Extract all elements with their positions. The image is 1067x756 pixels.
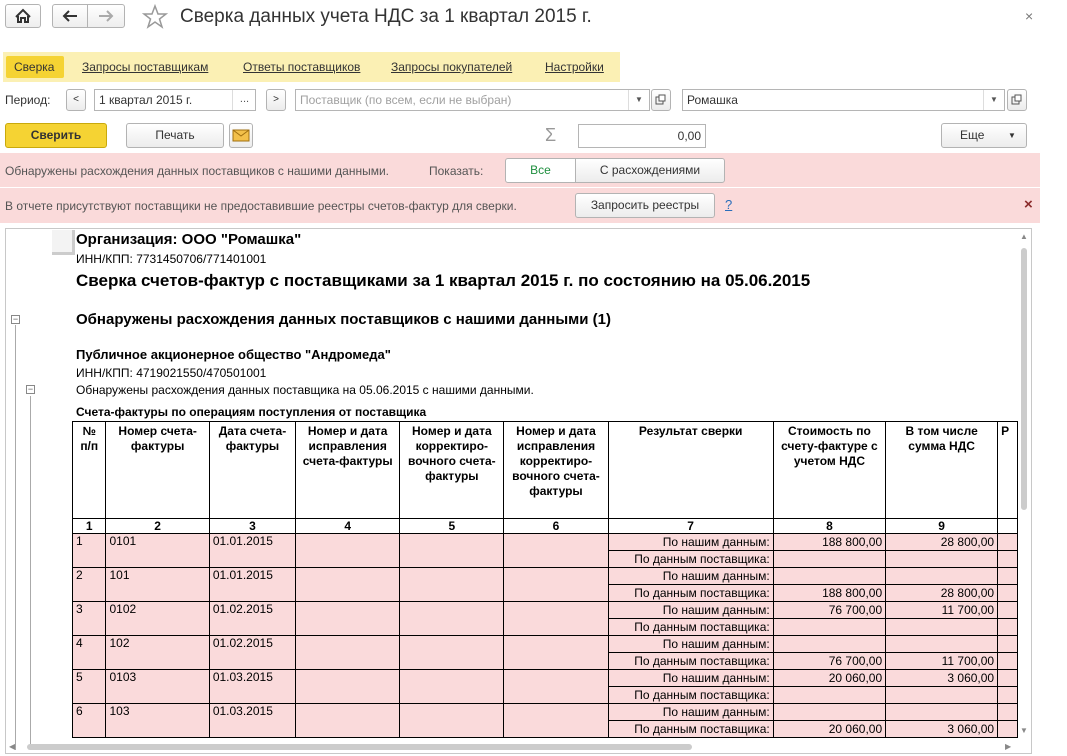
- table-row[interactable]: [73, 704, 1018, 721]
- cell-total: [773, 568, 885, 585]
- table-row[interactable]: [73, 534, 1018, 551]
- cell-total: 20 060,00: [773, 670, 885, 687]
- col-number: [998, 519, 1018, 534]
- cell-result-label: По нашим данным:: [608, 704, 773, 721]
- cell-extra: [998, 653, 1018, 670]
- cell-adjustment-correction: [504, 534, 608, 568]
- scroll-down-icon[interactable]: ▼: [1020, 726, 1028, 735]
- tab-supplier-answers[interactable]: Ответы поставщиков: [243, 60, 361, 74]
- cell-index: 3: [73, 602, 106, 636]
- cell-vat: 11 700,00: [886, 602, 998, 619]
- col-number: 2: [106, 519, 209, 534]
- cell-result-label: По нашим данным:: [608, 670, 773, 687]
- cell-result-label: По нашим данным:: [608, 568, 773, 585]
- cell-adjustment: [400, 534, 504, 568]
- col-header: Стоимость по счету-фактуре с учетом НДС: [773, 422, 885, 519]
- cell-vat: 11 700,00: [886, 653, 998, 670]
- col-header: В том числе сумма НДС: [886, 422, 998, 519]
- tab-supplier-requests[interactable]: Запросы поставщикам: [82, 60, 209, 74]
- cell-invoice-date: 01.02.2015: [209, 636, 295, 670]
- period-label: Период:: [5, 93, 51, 107]
- cell-extra: [998, 721, 1018, 738]
- table-row[interactable]: [73, 568, 1018, 585]
- collapse-toggle-icon[interactable]: −: [12, 314, 19, 324]
- cell-result-label: По нашим данным:: [608, 534, 773, 551]
- cell-correction: [296, 568, 400, 602]
- cell-invoice-number: 0102: [106, 602, 209, 636]
- col-number: 8: [773, 519, 885, 534]
- col-header: Р: [998, 422, 1018, 519]
- col-number: 3: [209, 519, 295, 534]
- verify-button[interactable]: Сверить: [5, 123, 107, 148]
- cell-adjustment: [400, 670, 504, 704]
- cell-vat: 3 060,00: [886, 670, 998, 687]
- discrepancy-text: Обнаружены расхождения данных поставщиков с нашими данными.: [5, 164, 389, 178]
- cell-vat: [886, 551, 998, 568]
- cell-index: 4: [73, 636, 106, 670]
- cell-adjustment: [400, 704, 504, 738]
- cell-total: 188 800,00: [773, 534, 885, 551]
- cell-total: 188 800,00: [773, 585, 885, 602]
- cell-total: [773, 619, 885, 636]
- cell-invoice-date: 01.03.2015: [209, 670, 295, 704]
- cell-result-label: По данным поставщика:: [608, 619, 773, 636]
- cell-invoice-number: 0101: [106, 534, 209, 568]
- scroll-right-icon[interactable]: ▶: [1005, 742, 1012, 751]
- cell-adjustment-correction: [504, 704, 608, 738]
- request-registers-button[interactable]: Запросить реестры: [575, 193, 715, 218]
- scroll-thumb[interactable]: [1021, 248, 1027, 510]
- cell-adjustment-correction: [504, 670, 608, 704]
- col-header: Результат сверки: [608, 422, 773, 519]
- scroll-up-icon[interactable]: ▲: [1020, 232, 1028, 241]
- cell-invoice-number: 102: [106, 636, 209, 670]
- col-header: № п/п: [73, 422, 106, 519]
- col-header: Дата счета-фактуры: [209, 422, 295, 519]
- cell-correction: [296, 534, 400, 568]
- cell-correction: [296, 704, 400, 738]
- cell-invoice-date: 01.03.2015: [209, 704, 295, 738]
- col-header: Номер и дата исправления корректиро-вочного счета-фактуры: [504, 422, 608, 519]
- tab-buyer-requests[interactable]: Запросы покупателей: [391, 60, 513, 74]
- cell-result-label: По данным поставщика:: [608, 585, 773, 602]
- cell-adjustment: [400, 602, 504, 636]
- cell-index: 1: [73, 534, 106, 568]
- tab-settings[interactable]: Настройки: [545, 60, 604, 74]
- cell-index: 5: [73, 670, 106, 704]
- print-button[interactable]: Печать: [126, 123, 224, 148]
- cell-vat: 28 800,00: [886, 585, 998, 602]
- period-select-button[interactable]: ...: [232, 90, 256, 110]
- period-prev-button[interactable]: <: [66, 89, 86, 111]
- period-value: 1 квартал 2015 г.: [99, 93, 193, 107]
- cell-vat: [886, 687, 998, 704]
- cell-result-label: По данным поставщика:: [608, 551, 773, 568]
- cell-vat: [886, 619, 998, 636]
- table-row[interactable]: [73, 636, 1018, 653]
- help-icon[interactable]: ?: [725, 197, 733, 212]
- col-number: 9: [886, 519, 998, 534]
- report-supplier-inn: ИНН/КПП: 4719021550/470501001: [76, 366, 267, 380]
- close-window-icon[interactable]: ×: [1025, 8, 1034, 24]
- cell-vat: [886, 568, 998, 585]
- close-warning-icon[interactable]: ×: [1024, 196, 1033, 213]
- report-table-caption: Счета-фактуры по операциям поступления от поставщика: [76, 405, 427, 419]
- cell-index: 2: [73, 568, 106, 602]
- cell-total: 76 700,00: [773, 653, 885, 670]
- cell-extra: [998, 534, 1018, 551]
- report-org-inn: ИНН/КПП: 7731450706/771401001: [76, 252, 267, 266]
- col-header: Номер и дата корректиро-вочного счета-фактуры: [400, 422, 504, 519]
- report-title: Сверка счетов-фактур с поставщиками за 1 квартал 2015 г. по состоянию на 05.06.2015: [76, 271, 811, 290]
- cell-correction: [296, 636, 400, 670]
- col-number: 4: [296, 519, 400, 534]
- cell-extra: [998, 670, 1018, 687]
- cell-adjustment: [400, 636, 504, 670]
- cell-extra: [998, 704, 1018, 721]
- report-supplier-note: Обнаружены расхождения данных поставщика на 05.06.2015 с нашими данными.: [76, 383, 534, 397]
- cell-invoice-date: 01.01.2015: [209, 534, 295, 568]
- sigma-icon: Σ: [545, 125, 557, 145]
- report-supplier-name: Публичное акционерное общество "Андромеда": [76, 347, 391, 362]
- cell-result-label: По нашим данным:: [608, 636, 773, 653]
- table-row[interactable]: [73, 602, 1018, 619]
- filter-diff-button[interactable]: С расхождениями: [575, 158, 725, 183]
- report-section: Обнаружены расхождения данных поставщиков с нашими данными (1): [76, 311, 611, 328]
- cell-extra: [998, 602, 1018, 619]
- cell-adjustment-correction: [504, 568, 608, 602]
- chevron-down-icon[interactable]: ▼: [628, 90, 649, 110]
- organization-value: Ромашка: [687, 93, 738, 107]
- col-number: 6: [504, 519, 608, 534]
- cell-invoice-number: 0103: [106, 670, 209, 704]
- chevron-down-icon[interactable]: ▼: [983, 90, 1004, 110]
- cell-invoice-date: 01.02.2015: [209, 602, 295, 636]
- vertical-scrollbar[interactable]: [1018, 230, 1030, 740]
- cell-extra: [998, 568, 1018, 585]
- table-row[interactable]: [73, 670, 1018, 687]
- show-label: Показать:: [429, 164, 484, 178]
- cell-correction: [296, 602, 400, 636]
- col-header: Номер счета-фактуры: [106, 422, 209, 519]
- cell-correction: [296, 670, 400, 704]
- cell-total: [773, 687, 885, 704]
- col-number: 5: [400, 519, 504, 534]
- report-org: Организация: ООО "Ромашка": [76, 231, 302, 248]
- cell-extra: [998, 687, 1018, 704]
- horizontal-scrollbar[interactable]: [7, 742, 1017, 753]
- col-number: 7: [608, 519, 773, 534]
- scroll-thumb[interactable]: [27, 744, 692, 750]
- invoice-table: [72, 421, 1018, 738]
- cell-extra: [998, 551, 1018, 568]
- cell-vat: 28 800,00: [886, 534, 998, 551]
- cell-result-label: По данным поставщика:: [608, 687, 773, 704]
- cell-result-label: По данным поставщика:: [608, 721, 773, 738]
- tab-sverka[interactable]: Сверка: [14, 60, 55, 74]
- cell-extra: [998, 585, 1018, 602]
- cell-vat: [886, 704, 998, 721]
- cell-adjustment-correction: [504, 602, 608, 636]
- cell-total: [773, 551, 885, 568]
- cell-adjustment: [400, 568, 504, 602]
- collapse-toggle-icon[interactable]: −: [27, 384, 34, 394]
- cell-extra: [998, 636, 1018, 653]
- cell-index: 6: [73, 704, 106, 738]
- filter-all-button[interactable]: Все: [505, 158, 576, 183]
- chevron-down-icon: ▼: [1008, 131, 1016, 140]
- col-number: 1: [73, 519, 106, 534]
- cell-total: 76 700,00: [773, 602, 885, 619]
- cell-invoice-number: 101: [106, 568, 209, 602]
- cell-result-label: По данным поставщика:: [608, 653, 773, 670]
- cell-invoice-date: 01.01.2015: [209, 568, 295, 602]
- col-header: Номер и дата исправления счета-фактуры: [296, 422, 400, 519]
- cell-total: [773, 704, 885, 721]
- more-label: Еще: [960, 128, 985, 142]
- window-title: Сверка данных учета НДС за 1 квартал 2015 г.: [180, 6, 592, 27]
- sum-value: 0,00: [677, 129, 701, 143]
- cell-adjustment-correction: [504, 636, 608, 670]
- cell-vat: 3 060,00: [886, 721, 998, 738]
- supplier-placeholder: Поставщик (по всем, если не выбран): [300, 93, 512, 107]
- cell-extra: [998, 619, 1018, 636]
- cell-vat: [886, 636, 998, 653]
- cell-result-label: По нашим данным:: [608, 602, 773, 619]
- cell-invoice-number: 103: [106, 704, 209, 738]
- scroll-left-icon[interactable]: ◀: [9, 742, 16, 751]
- table-body: [73, 534, 1018, 738]
- missing-registers-text: В отчете присутствуют поставщики не предоставившие реестры счетов-фактур для сверки.: [5, 199, 517, 213]
- cell-total: 20 060,00: [773, 721, 885, 738]
- cell-total: [773, 636, 885, 653]
- period-next-button[interactable]: >: [266, 89, 286, 111]
